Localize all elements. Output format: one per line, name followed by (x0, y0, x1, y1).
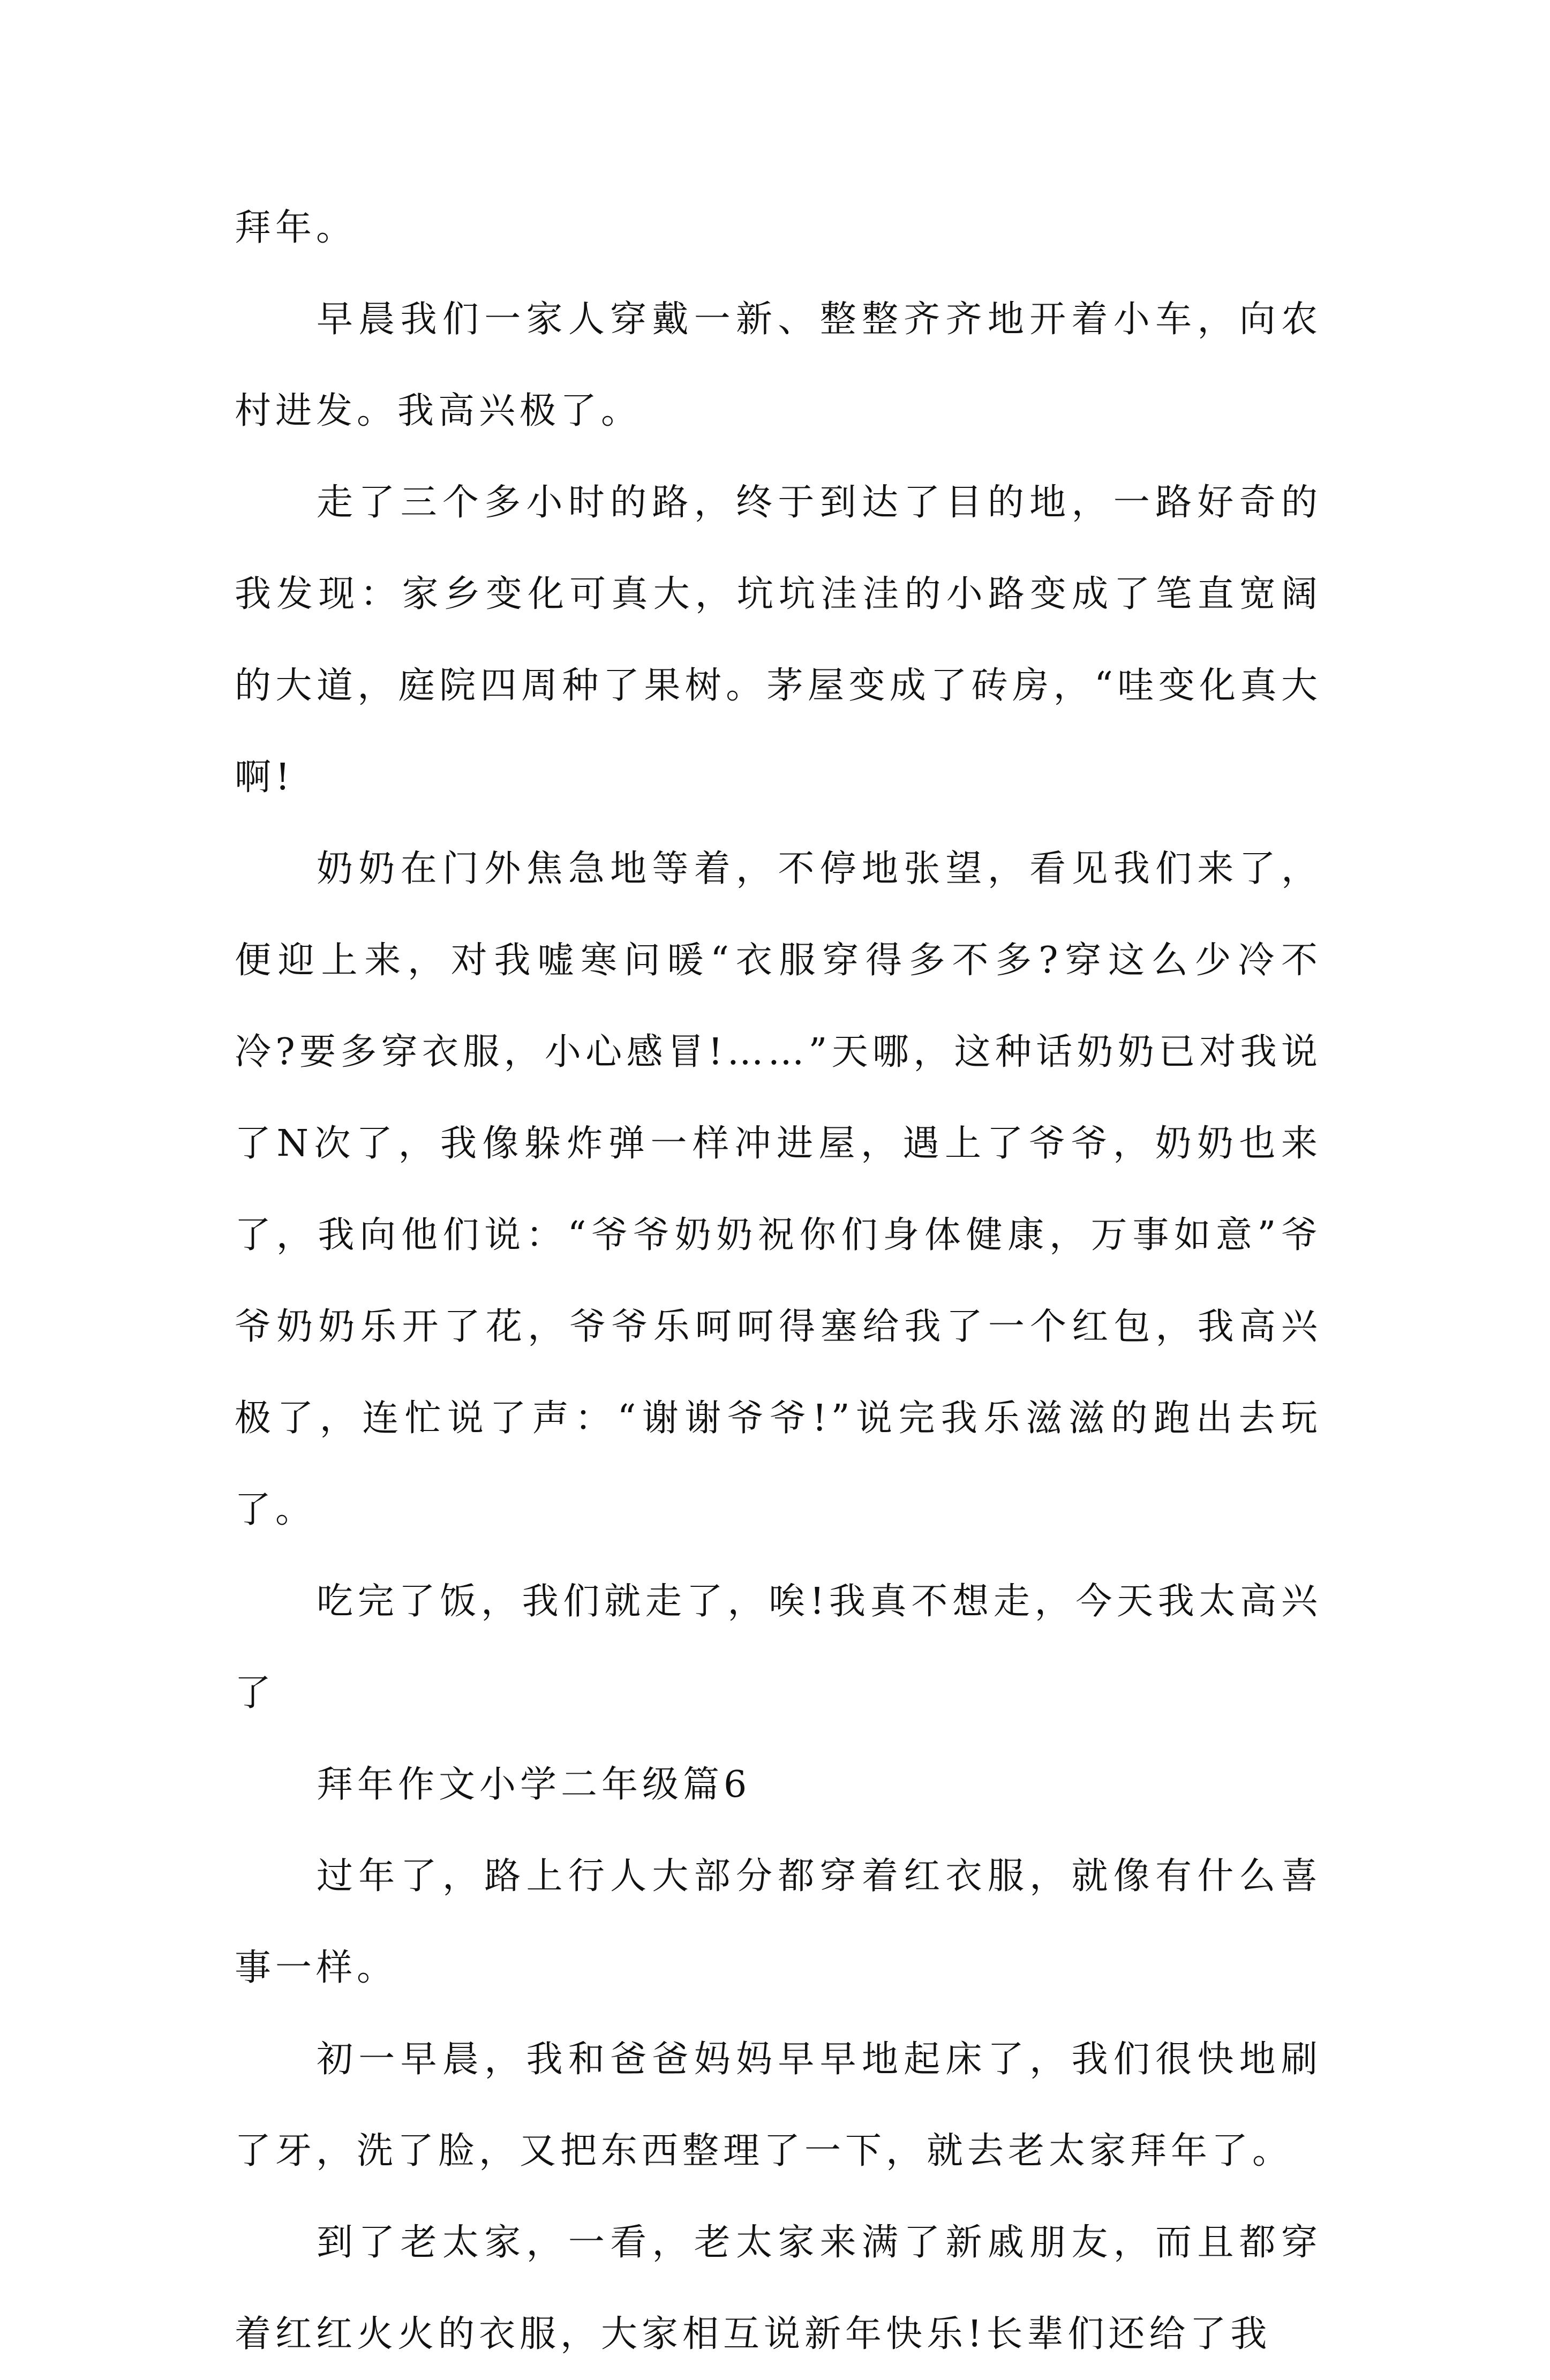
paragraph: 拜年。 (235, 207, 357, 249)
paragraph: 早晨我们一家人穿戴一新、整整齐齐地开着小车，向农村进发。我高兴极了。 (235, 298, 1322, 432)
paragraph: 到了老太家，一看，老太家来满了新戚朋友，而且都穿着红红火火的衣服，大家相互说新年快乐!长辈们还给了我 (235, 2221, 1322, 2355)
paragraph: 初一早晨，我和爸爸妈妈早早地起床了，我们很快地刷了牙，洗了脸，又把东西整理了一下，就去老太家拜年了。 (235, 2038, 1322, 2172)
paragraph: 走了三个多小时的路，终于到达了目的地，一路好奇的我发现：家乡变化可真大，坑坑洼洼的小路变成了笔直宽阔的大道，庭院四周种了果树。茅屋变成了砖房，“哇变化真大啊! (235, 481, 1322, 799)
paragraph: 奶奶在门外焦急地等着，不停地张望，看见我们来了，便迎上来，对我嘘寒问暖“衣服穿得多不多?穿这么少冷不冷?要多穿衣服，小心感冒!……”天哪，这种话奶奶已对我说了N次了，我像躲炸弹一样冲进屋，遇上了爷爷，奶奶也来了，我向他们说：“爷爷奶奶祝你们身体健康，万事如意”爷爷奶奶乐开了花，爷爷乐呵呵得塞给我了一个红包，我高兴极了，连忙说了声：“谢谢爷爷!”说完我乐滋滋的跑出去玩了。 (235, 848, 1322, 1531)
paragraph: 吃完了饭，我们就走了，唉!我真不想走，今天我太高兴了 (235, 1580, 1322, 1714)
paragraph: 过年了，路上行人大部分都穿着红衣服，就像有什么喜事一样。 (235, 1855, 1322, 1989)
document-body (235, 182, 1322, 2380)
section-heading: 拜年作文小学二年级篇6 (317, 1764, 751, 1806)
